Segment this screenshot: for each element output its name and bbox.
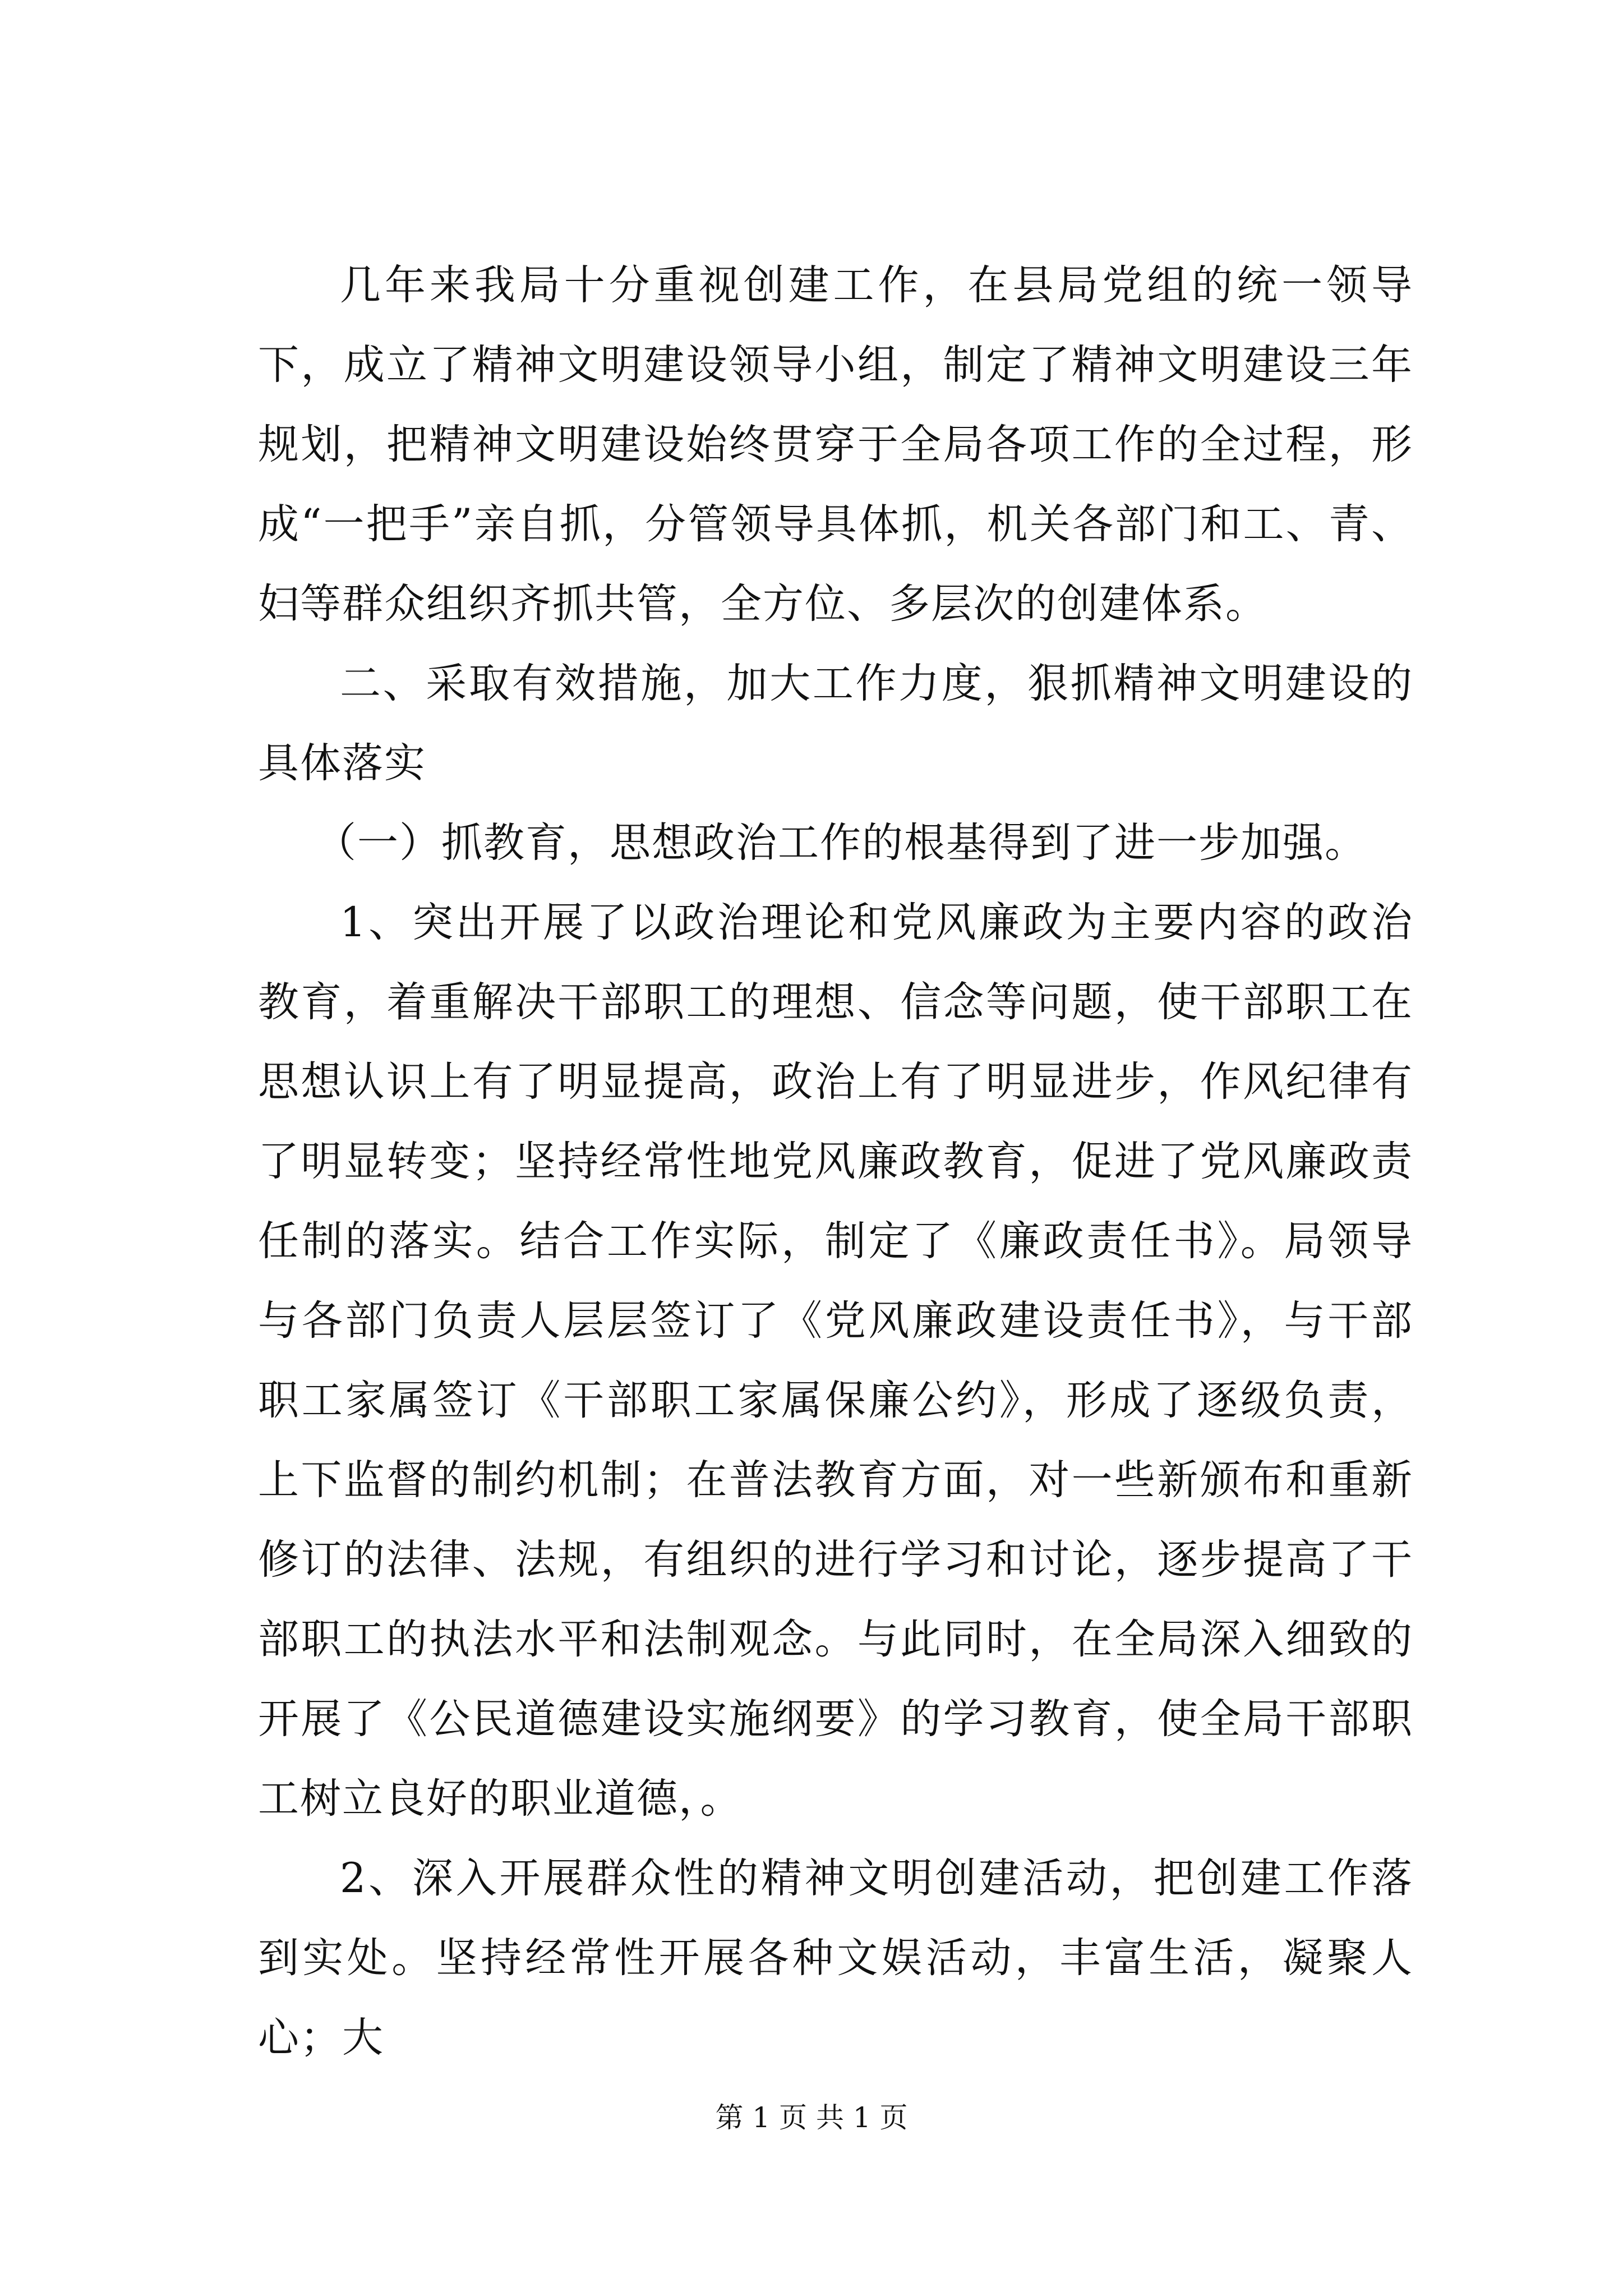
document-body [258,246,1413,2078]
section-heading-two: 二、采取有效措施，加大工作力度，狠抓精神文明建设的具体落实 [258,660,1413,787]
sub-heading-education: （一）抓教育，思想政治工作的根基得到了进一步加强。 [315,819,1367,867]
paragraph-political-education: 1、突出开展了以政治理论和党风廉政为主要内容的政治教育，着重解决干部职工的理想、信念等问题，使干部职工在思想认识上有了明显提高，政治上有了明显进步，作风纪律有了明显转变；坚持经常性地党风廉政教育，促进了党风廉政责任制的落实。结合工作实际，制定了《廉政责任书》。局领导与各部门负责人层层签订了《党风廉政建设责任书》，与干部职工家属签订《干部职工家属保廉公约》，形成了逐级负责，上下监督的制约机制；在普法教育方面，对一些新颁布和重新修订的法律、法规，有组织的进行学习和讨论，逐步提高了干部职工的执法水平和法制观念。与此同时，在全局深入细致的开展了《公民道德建设实施纲要》的学习教育，使全局干部职工树立良好的职业道德，。 [258,899,1413,1823]
paragraph-creation-system: 几年来我局十分重视创建工作，在县局党组的统一领导下，成立了精神文明建设领导小组，制定了精神文明建设三年规划，把精神文明建设始终贯穿于全局各项工作的全过程，形成“一把手”亲自抓，分管领导具体抓，机关各部门和工、青、妇等群众组织齐抓共管，全方位、多层次的创建体系。 [258,261,1413,628]
paragraph-mass-activities: 2、深入开展群众性的精神文明创建活动，把创建工作落到实处。坚持经常性开展各种文娱活动，丰富生活，凝聚人心；大 [258,1855,1413,2062]
page-footer: 第 1 页 共 1 页 [715,2101,908,2134]
